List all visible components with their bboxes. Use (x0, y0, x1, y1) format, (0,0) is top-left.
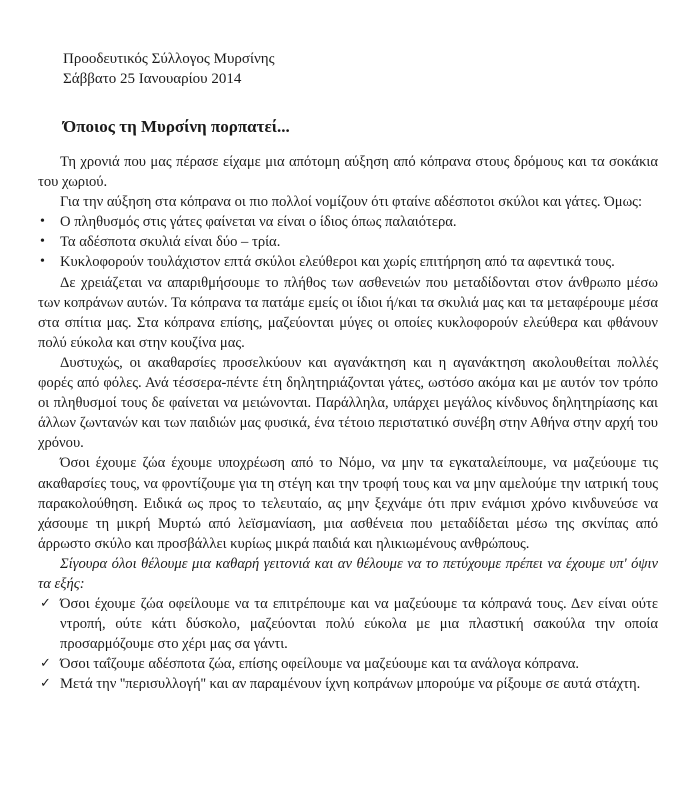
list-item: ✓ Όσοι ταΐζουμε αδέσποτα ζώα, επίσης οφείλουμε να μαζεύουμε και τα ανάλογα κόπρανα. (38, 654, 658, 674)
paragraph-obligations: Όσοι έχουμε ζώα έχουμε υποχρέωση από το Νόμο, να μην τα εγκαταλείπουμε, να μαζεύουμε τις ακαθαρσίες τους, να φροντίζουμε για τη στέγη και την τροφή τους και να μην αμελούμε την ιατρική τους παρακολούθηση. Ειδικά ως προς το τελευταίο, ας μην ξεχνάμε ότι πριν ενάμισι χρόνο κινδυνεύσε να χάσουμε τη μικρή Μυρτώ από λεϊσμανίαση, μια ασθένεια που μεταδίδεται μέσω της σκνίπας από άρρωστο σκύλο και προσβάλλει κυρίως μικρά παιδιά και ηλικιωμένους ανθρώπους. (38, 455, 658, 552)
paragraph-intro: Τη χρονιά που μας πέρασε είχαμε μια απότομη αύξηση από κόπρανα στους δρόμους και τα σοκάκια του χωριού. (38, 154, 658, 191)
document-date: Σάββατο 25 Ιανουαρίου 2014 (63, 71, 242, 87)
bullet-icon: • (40, 254, 45, 270)
action-checklist (38, 594, 658, 694)
article-body (38, 152, 658, 695)
article-title: Όποιος τη Μυρσίνη πορπατεί... (63, 117, 290, 136)
list-item: • Ο πληθυσμός στις γάτες φαίνεται να είναι ο ίδιος όπως παλαιότερα. (38, 212, 658, 232)
bullet-icon: • (40, 214, 45, 230)
bullet-icon: • (40, 234, 45, 250)
list-item: ✓ Όσοι έχουμε ζώα οφείλουμε να τα επιτρέπουμε και να μαζεύουμε τα κόπρανά τους. Δεν είναι ούτε ντροπή, ούτε κάτι δύσκολο, μαζεύονται πολύ εύκολα με μια πλαστική σακούλα την οποία προσαρμόζουμε στο χέρι μας σα γάντι. (40, 596, 658, 653)
paragraph-conclusion: Σίγουρα όλοι θέλουμε μια καθαρή γειτονιά και αν θέλουμε να το πετύχουμε πρέπει να έχουμε υπ' όψιν τα εξής: (38, 555, 658, 592)
organization-name: Προοδευτικός Σύλλογος Μυρσίνης (63, 51, 275, 67)
list-item: • Τα αδέσποτα σκυλιά είναι δύο – τρία. (38, 232, 658, 252)
observation-list (38, 212, 658, 272)
list-item: ✓ Μετά την ''περισυλλογή'' και αν παραμένουν ίχνη κοπράνων μπορούμε να ρίξουμε σε αυτά στάχτη. (38, 674, 658, 694)
list-item: • Κυκλοφορούν τουλάχιστον επτά σκύλοι ελεύθεροι και χωρίς επιτήρηση από τα αφεντικά τους. (38, 252, 658, 272)
checkmark-icon: ✓ (40, 656, 51, 672)
paragraph-cause: Για την αύξηση στα κόπρανα οι πιο πολλοί νομίζουν ότι φταίνε αδέσποτοι σκύλοι και γάτες. Όμως: (60, 194, 643, 211)
paragraph-diseases: Δε χρειάζεται να απαριθμήσουμε το πλήθος των ασθενειών που μεταδίδονται στον άνθρωπο μέσω των κοπράνων αυτών. Τα κόπρανα τα πατάμε εμείς οι ίδιοι ή/και τα σκυλιά μας και τα μεταφέρουμε μέσα στα σπίτια μας. Στα κόπρανα επίσης, μαζεύονται μύγες οι οποίες κυκλοφορούν ελεύθερα και φθάνουν πολύ εύκολα και στην κουζίνα μας. (38, 274, 658, 351)
checkmark-icon: ✓ (40, 676, 51, 692)
checkmark-icon: ✓ (40, 596, 51, 612)
paragraph-poisoning: Δυστυχώς, οι ακαθαρσίες προσελκύουν και αγανάκτηση και η αγανάκτηση ακολουθείται πολλές φορές από φόλες. Ανά τέσσερα-πέντε έτη δηλητηριάζονται γάτες, ωστόσο ακόμα και με αυτόν τον τρόπο οι πληθυσμοί τους δε φαίνεται να μειώνονται. Παράλληλα, υπάρχει μεγάλος κίνδυνος δηλητηρίασης και άλλων ζωντανών και των παιδιών μας φυσικά, ένα τέτοιο περιστατικό συνέβη στην Αθήνα στην αρχή του χρόνου. (38, 354, 658, 452)
